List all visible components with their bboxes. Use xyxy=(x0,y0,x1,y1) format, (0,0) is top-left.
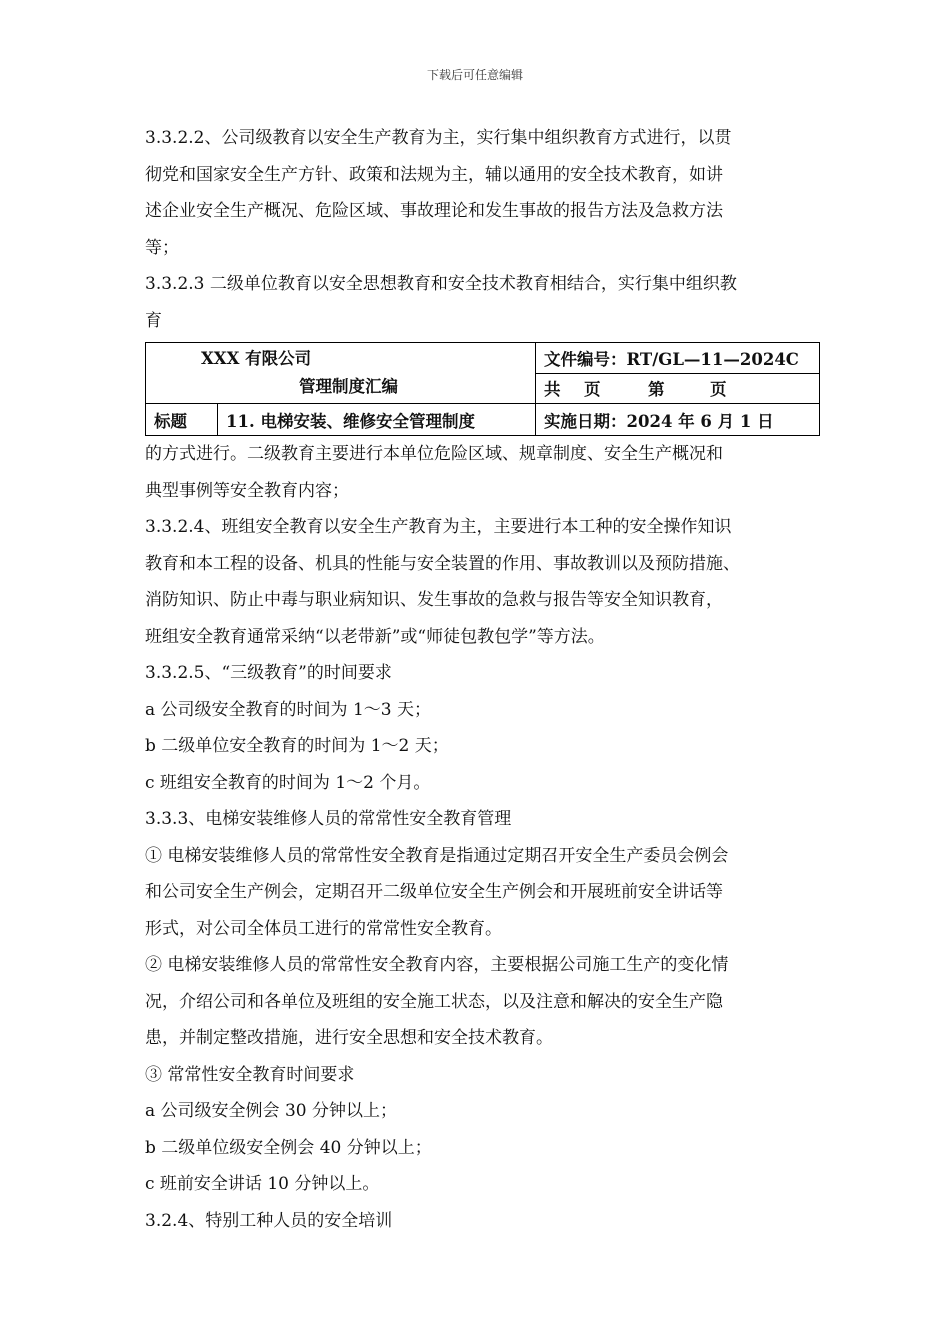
file-number: 文件编号：RT/GL—11—2024C xyxy=(536,343,820,374)
paragraph-line: c 班前安全讲话 10 分钟以上。 xyxy=(145,1174,380,1194)
paragraph-line: a 公司级安全教育的时间为 1～3 天； xyxy=(145,699,431,720)
page-info-cell xyxy=(536,373,820,404)
paragraph-line: 3.3.2.2、公司级教育以安全生产教育为主，实行集中组织教育方式进行，以贯 xyxy=(145,128,732,148)
paragraph-line: 彻党和国家安全生产方针、政策和法规为主，辅以通用的安全技术教育，如讲 xyxy=(145,164,723,185)
paragraph-line: 等； xyxy=(145,237,179,258)
title-value: 11. 电梯安装、维修安全管理制度 xyxy=(218,404,536,436)
paragraph-line: 3.3.2.3 二级单位教育以安全思想教育和安全技术教育相结合，实行集中组织教 xyxy=(145,274,737,294)
page-total-label: 共 xyxy=(544,380,561,400)
paragraph-line: 教育和本工程的设备、机具的性能与安全装置的作用、事故教训以及预防措施、 xyxy=(145,553,740,574)
paragraph-line: 3.3.2.4、班组安全教育以安全生产教育为主，主要进行本工种的安全操作知识 xyxy=(145,517,732,537)
title-label: 标题 xyxy=(146,404,218,436)
paragraph-line: 患，并制定整改措施，进行安全思想和安全技术教育。 xyxy=(145,1028,553,1048)
document-header-table xyxy=(145,342,820,436)
paragraph-line: 典型事例等安全教育内容； xyxy=(145,480,349,501)
paragraph-line: 育 xyxy=(145,310,162,331)
paragraph-line: 的方式进行。二级教育主要进行本单位危险区域、规章制度、安全生产概况和 xyxy=(145,444,723,464)
body-text-before-table xyxy=(145,120,830,339)
paragraph-line: 况，介绍公司和各单位及班组的安全施工状态，以及注意和解决的安全生产隐 xyxy=(145,991,723,1012)
page-current-label: 第 xyxy=(648,380,665,400)
paragraph-line: ③ 常常性安全教育时间要求 xyxy=(145,1064,355,1085)
paragraph-line: b 二级单位安全教育的时间为 1～2 天； xyxy=(145,736,449,756)
paragraph-line: 消防知识、防止中毒与职业病知识、发生事故的急救与报告等安全知识教育， xyxy=(145,590,723,610)
paragraph-line: 3.3.2.5、“三级教育”的时间要求 xyxy=(145,663,392,683)
paragraph-line: 形式，对公司全体员工进行的常常性安全教育。 xyxy=(145,918,502,939)
paragraph-line: 3.2.4、特别工种人员的安全培训 xyxy=(145,1210,393,1231)
page-unit-label: 页 xyxy=(584,380,601,400)
paragraph-line: 班组安全教育通常采纳“以老带新”或“师徒包教包学”等方法。 xyxy=(145,626,605,647)
company-cell xyxy=(146,343,536,404)
company-name: XXX 有限公司 xyxy=(201,349,312,368)
body-text-after-table xyxy=(145,436,830,1239)
paragraph-line: 和公司安全生产例会，定期召开二级单位安全生产例会和开展班前安全讲话等 xyxy=(145,882,723,902)
paragraph-line: b 二级单位级安全例会 40 分钟以上； xyxy=(145,1137,432,1158)
paragraph-line: 3.3.3、电梯安装维修人员的常常性安全教育管理 xyxy=(145,809,512,829)
paragraph-line: c 班组安全教育的时间为 1～2 个月。 xyxy=(145,772,431,793)
paragraph-line: ② 电梯安装维修人员的常常性安全教育内容，主要根据公司施工生产的变化情 xyxy=(145,955,729,975)
paragraph-line: a 公司级安全例会 30 分钟以上； xyxy=(145,1101,397,1121)
page-unit-label: 页 xyxy=(710,380,727,400)
effective-date: 实施日期：2024 年 6 月 1 日 xyxy=(536,404,820,436)
paragraph-line: ① 电梯安装维修人员的常常性安全教育是指通过定期召开安全生产委员会例会 xyxy=(145,845,729,866)
document-collection-title: 管理制度汇编 xyxy=(299,377,398,396)
page-header-note: 下载后可任意编辑 xyxy=(426,68,523,82)
paragraph-line: 述企业安全生产概况、危险区域、事故理论和发生事故的报告方法及急救方法 xyxy=(145,201,723,221)
